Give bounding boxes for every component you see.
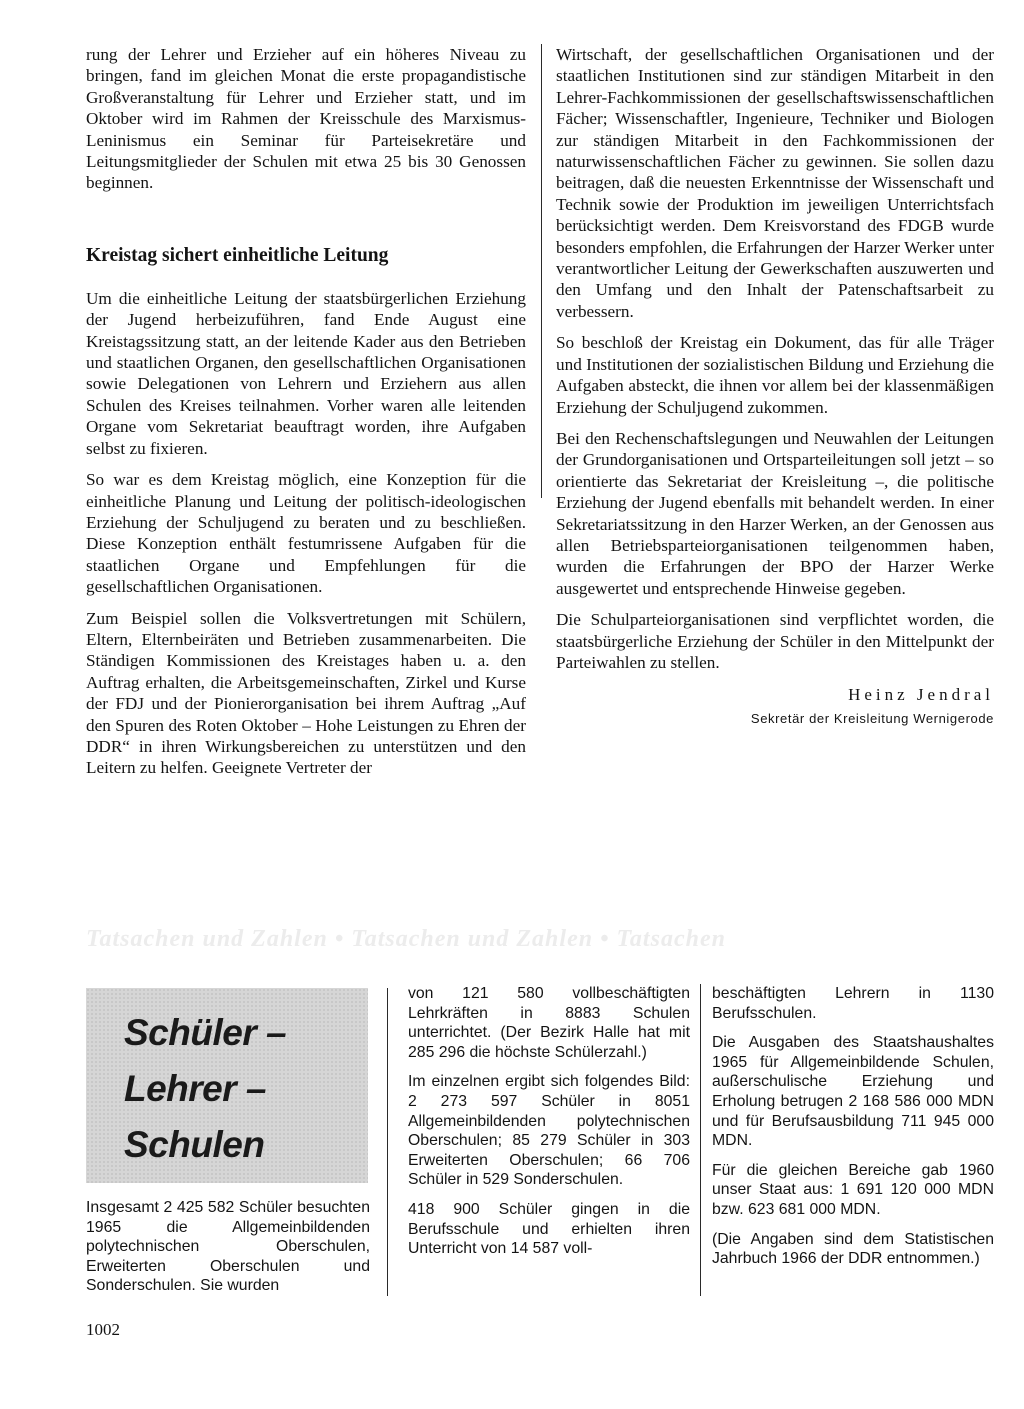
article-column-right — [556, 44, 994, 726]
stats-paragraph: Insgesamt 2 425 582 Schüler besuchten 1965 die Allgemeinbildenden polytechnischen Oberschulen, Erweiterten Oberschulen und Sonderschulen. Sie wurden — [86, 1199, 370, 1295]
stats-paragraph: von 121 580 vollbeschäftigten Lehrkräften in 8883 Schulen unterrichtet. (Der Bezirk Halle hat mit 285 296 die höchste Schülerzahl.) — [408, 985, 690, 1061]
stats-title-box — [86, 988, 368, 1183]
stats-paragraph: 418 900 Schüler gingen in die Berufsschule und erhielten ihren Unterricht von 14 587 voll- — [408, 1200, 690, 1258]
stats-paragraph: Im einzelnen ergibt sich folgendes Bild: 2 273 597 Schüler in 8051 Allgemeinbildenden polytechnischen Oberschulen; 85 279 Schüler in 303 Erweiterten Oberschulen; 66 706 Schüler in 529 Sonderschulen. — [408, 1073, 690, 1189]
paragraph: Um die einheitliche Leitung der staatsbürgerlichen Erziehung der Jugend herbeizuführen, fand Ende August eine Kreistagssitzung statt, an der leitende Kader aus den Betrieben und staatlichen Organen, den gesellschaftlichen Organisationen sowie Delegationen von Lehrern und Erziehern aus allen Schulen des Kreises teilnahmen. Vorher waren alle leitenden Organe vom Sekretariat beauftragt worden, ihre Aufgaben selbst zu fixieren. — [86, 288, 526, 458]
stats-title-line: Schüler – — [124, 1012, 287, 1053]
stats-column-3 — [712, 984, 994, 1279]
paragraph: Wirtschaft, der gesellschaftlichen Organisationen und der staatlichen Institutionen sind zur ständigen Mitarbeit in den Lehrer-Fachkommissionen der gesellschaftswissenschaftlichen Fächer; Wissenschaftler, Ingenieure, Techniker und Biologen zur ständigen Mitarbeit in den Fachkommissionen der naturwissenschaftlichen Fächer zu gewinnen. Sie sollen dazu beitragen, daß die neuesten Erkenntnisse der Wissenschaft und Technik sowie der Produktion im jeweiligen Unterrichtsfach berücksichtigt werden. Dem Kreisvorstand des FDGB wurde besonders empfohlen, die Erfahrungen der Harzer Werker unter verantwortlicher Leitung der Gewerkschaften auszuwerten und den Umfang und den Inhalt der Patenschaftsarbeit zu verbessern. — [556, 45, 994, 321]
stats-paragraph: Für die gleichen Bereiche gab 1960 unser Staat aus: 1 691 120 000 MDN bzw. 623 681 000 MDN. — [712, 1161, 994, 1218]
section-heading: Kreistag sichert einheitliche Leitung — [86, 244, 389, 266]
stats-column-2 — [408, 984, 690, 1269]
stats-paragraph: Die Ausgaben des Staatshaushaltes 1965 für Allgemeinbildende Schulen, außerschulische Erziehung und Erholung betrugen 2 168 586 000 MDN und für Berufsausbildung 711 945 000 MDN. — [712, 1034, 994, 1150]
stats-paragraph: (Die Angaben sind dem Statistischen Jahrbuch 1966 der DDR entnommen.) — [712, 1230, 994, 1268]
signature-name: Heinz Jendral — [848, 685, 994, 705]
signature-role: Sekretär der Kreisleitung Wernigerode — [750, 711, 994, 727]
stats-column-1 — [86, 1198, 370, 1306]
column-divider — [541, 44, 542, 498]
paragraph: Die Schulparteiorganisationen sind verpflichtet worden, die staatsbürgerliche Erziehung der Schüler in den Mittelpunkt der Parteiwahlen zu stellen. — [556, 610, 994, 672]
article-column-left — [86, 44, 526, 789]
stats-divider — [700, 984, 701, 1296]
stats-title-line: Lehrer – — [124, 1068, 267, 1109]
stats-paragraph: beschäftigten Lehrern in 1130 Berufsschulen. — [712, 985, 994, 1022]
paragraph: Zum Beispiel sollen die Volksvertretungen mit Schülern, Eltern, Elternbeiräten und Betrieben zusammenarbeiten. Die Ständigen Kommissionen des Kreistages haben u. a. den Auftrag erhalten, die Arbeitsgemeinschaften, Zirkel und Kurse der FDJ und der Pionierorganisation bei ihrem Auftrag „Auf den Spuren des Roten Oktober – Hohe Leistungen zu Ehren der DDR“ in ihren Wirkungsbereichen zu unterstützen und den Leitern zu helfen. Geeignete Vertreter der — [86, 608, 526, 778]
section-banner: Tatsachen und Zahlen • Tatsachen und Zahlen • Tatsachen — [86, 926, 726, 952]
page-number: 1002 — [86, 1320, 120, 1339]
intro-paragraph: rung der Lehrer und Erzieher auf ein höheres Niveau zu bringen, fand im gleichen Monat die erste propagandistische Großveranstaltung für Lehrer und Erzieher statt, und im Oktober wird im Rahmen der Kreisschule des Marxismus-Leninismus ein Seminar für Parteisekretäre und Leitungsmitglieder der Schulen mit etwa 25 bis 30 Genossen beginnen. — [86, 45, 526, 193]
paragraph: Bei den Rechenschaftslegungen und Neuwahlen der Leitungen der Grundorganisationen und Ortsparteileitungen soll jetzt – so orientierte das Sekretariat der Kreisleitung –, die politische Erziehung der Jugend ebenfalls mit behandelt werden. In einer Sekretariatssitzung in den Harzer Werken, an der Genossen aus allen Betriebsparteiorganisationen teilgenommen haben, wurden die Erfahrungen der BPO der Harzer Werke ausgewertet und entsprechende Hinweise gegeben. — [556, 428, 994, 598]
stats-divider — [387, 988, 388, 1296]
paragraph: So war es dem Kreistag möglich, eine Konzeption für die einheitliche Planung und Leitung der politisch-ideologischen Erziehung der Schuljugend zu beraten und zu beschließen. Diese Konzeption enthält festumrissene Aufgaben für die staatlichen Organe und Empfehlungen für die gesellschaftlichen Organisationen. — [86, 470, 526, 597]
paragraph: So beschloß der Kreistag ein Dokument, das für alle Träger und Institutionen der sozialistischen Bildung und Erziehung die Aufgaben absteckt, die ihnen vor allem bei der klassenmäßigen Erziehung der Schuljugend zukommen. — [556, 333, 994, 417]
stats-title-line: Schulen — [124, 1124, 265, 1165]
